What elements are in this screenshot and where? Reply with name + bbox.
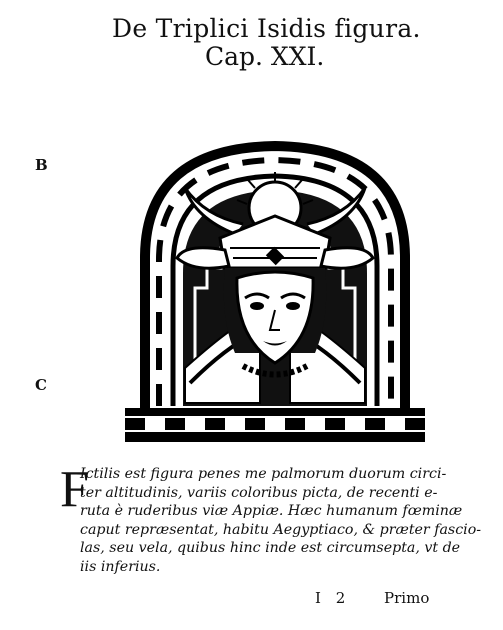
signature-mark: I [315,589,321,607]
text-line: iis inferius. [80,558,161,575]
isis-woodcut-illustration [125,138,425,448]
drop-cap-letter: F [60,461,89,518]
margin-marker-b: B [35,156,48,174]
text-line: ruta è ruderibus viæ Appiæ. Hæc humanum fœminæ [80,503,463,519]
page-title: De Triplici Isidis figura. [112,14,421,43]
text-line: Ictilis est figura penes me palmorum duorum circi- [80,466,447,482]
margin-marker-c: C [35,376,47,394]
text-line: ter altitudinis, variis coloribus picta, de recenti e- [80,484,438,501]
text-line: las, seu vela, quibus hinc inde est circumsepta, vt de [80,540,461,556]
body-paragraph [80,465,482,576]
text-line: caput repræsentat, habitu Aegyptiaco, & præter fascio- [80,521,482,538]
page-footer [315,589,429,607]
signature-number: 2 [335,589,346,607]
chapter-heading: Cap. XXI. [205,42,325,71]
catchword: Primo [384,589,430,607]
